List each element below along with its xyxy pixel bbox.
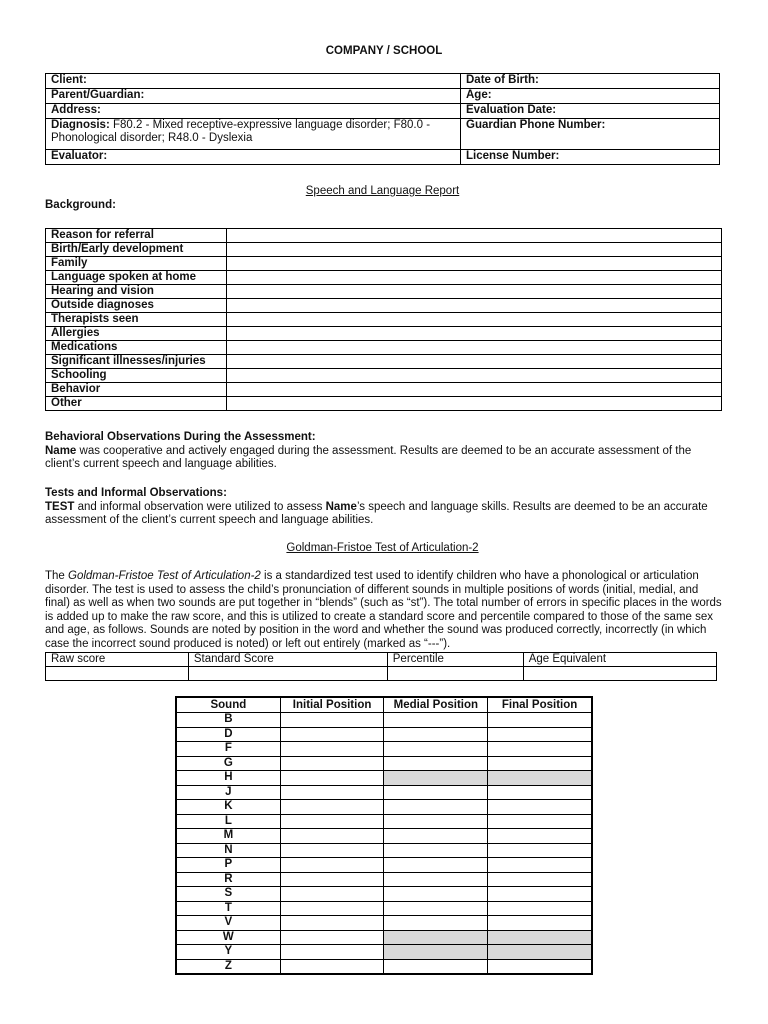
background-row: [46, 369, 722, 383]
sound-letter: Z: [176, 959, 280, 974]
tests-text: TEST and informal observation were utilized to assess Name’s speech and language skills. Results are deemed to be an accurate assessment of the client’s current speech and language abilities.: [45, 500, 708, 526]
medial-position-cell: [384, 727, 488, 742]
background-row-label: Behavior: [46, 383, 227, 397]
initial-position-cell: [280, 872, 384, 887]
background-row: [46, 257, 722, 271]
medial-position-cell: [384, 742, 488, 757]
initial-position-cell: [280, 800, 384, 815]
background-row: [46, 229, 722, 243]
background-row-value: [227, 341, 722, 355]
client-info-table: [45, 73, 720, 165]
initial-position-cell: [280, 843, 384, 858]
initial-position-cell: [280, 742, 384, 757]
sound-row: [176, 930, 592, 945]
sound-row: [176, 916, 592, 931]
medial-position-cell: [384, 901, 488, 916]
initial-position-cell: [280, 858, 384, 873]
background-row: [46, 271, 722, 285]
final-position-cell: [488, 872, 592, 887]
sound-letter: P: [176, 858, 280, 873]
client-label: Client:: [51, 74, 87, 86]
medial-position-cell: [384, 887, 488, 902]
sound-row: [176, 945, 592, 960]
sound-row: [176, 872, 592, 887]
initial-position-cell: [280, 829, 384, 844]
background-label: Background:: [45, 199, 116, 211]
background-row-value: [227, 313, 722, 327]
company-title: COMPANY / SCHOOL: [325, 45, 443, 57]
sound-letter: D: [176, 727, 280, 742]
background-row-value: [227, 355, 722, 369]
final-position-cell: [488, 800, 592, 815]
background-row-label: Language spoken at home: [46, 271, 227, 285]
sound-row: [176, 959, 592, 974]
background-row-label: Allergies: [46, 327, 227, 341]
background-row-label: Therapists seen: [46, 313, 227, 327]
initial-position-header: Initial Position: [280, 697, 384, 713]
background-row-value: [227, 369, 722, 383]
initial-position-cell: [280, 814, 384, 829]
final-position-cell: [488, 901, 592, 916]
address-label: Address:: [51, 104, 101, 116]
medial-position-cell: [384, 945, 488, 960]
background-row-value: [227, 327, 722, 341]
sound-row: [176, 785, 592, 800]
sound-letter: G: [176, 756, 280, 771]
initial-position-cell: [280, 771, 384, 786]
sound-letter: J: [176, 785, 280, 800]
behavioral-heading: Behavioral Observations During the Assessment:: [45, 431, 316, 443]
sound-letter: K: [176, 800, 280, 815]
medial-position-cell: [384, 930, 488, 945]
background-row-value: [227, 397, 722, 411]
sound-row: [176, 858, 592, 873]
background-row-value: [227, 383, 722, 397]
medial-position-cell: [384, 843, 488, 858]
medial-position-cell: [384, 771, 488, 786]
background-table: [45, 228, 722, 411]
sound-letter: H: [176, 771, 280, 786]
background-row-value: [227, 229, 722, 243]
sound-letter: B: [176, 713, 280, 728]
background-row-value: [227, 257, 722, 271]
initial-position-cell: [280, 959, 384, 974]
behavioral-text: Name was cooperative and actively engaged during the assessment. Results are deemed to be an accurate assessment of the client’s current speech and language abilities.: [45, 444, 692, 470]
age-label: Age:: [466, 89, 492, 101]
raw-score-header: Raw score: [46, 653, 189, 667]
scores-table: [45, 652, 717, 681]
initial-position-cell: [280, 916, 384, 931]
background-row-label: Significant illnesses/injuries: [46, 355, 227, 369]
sound-letter: R: [176, 872, 280, 887]
final-position-cell: [488, 742, 592, 757]
initial-position-cell: [280, 930, 384, 945]
background-row: [46, 243, 722, 257]
medial-position-header: Medial Position: [384, 697, 488, 713]
medial-position-cell: [384, 800, 488, 815]
sound-row: [176, 800, 592, 815]
final-position-cell: [488, 843, 592, 858]
medial-position-cell: [384, 756, 488, 771]
diagnosis-text: F80.2 - Mixed receptive-expressive language disorder; F80.0 - Phonological disorder; R48.0 - Dyslexia: [51, 119, 431, 144]
medial-position-cell: [384, 829, 488, 844]
initial-position-cell: [280, 756, 384, 771]
background-row-label: Outside diagnoses: [46, 299, 227, 313]
background-row-label: Medications: [46, 341, 227, 355]
behavioral-section: [45, 431, 720, 472]
medial-position-cell: [384, 959, 488, 974]
background-row-label: Family: [46, 257, 227, 271]
initial-position-cell: [280, 713, 384, 728]
final-position-cell: [488, 756, 592, 771]
final-position-cell: [488, 945, 592, 960]
guardian-phone-label: Guardian Phone Number:: [466, 119, 606, 131]
sound-row: [176, 756, 592, 771]
background-row-label: Other: [46, 397, 227, 411]
sound-letter: S: [176, 887, 280, 902]
sound-row: [176, 727, 592, 742]
background-row-label: Reason for referral: [46, 229, 227, 243]
sound-row: [176, 887, 592, 902]
sound-letter: F: [176, 742, 280, 757]
medial-position-cell: [384, 872, 488, 887]
final-position-cell: [488, 930, 592, 945]
final-position-cell: [488, 713, 592, 728]
sound-letter: T: [176, 901, 280, 916]
initial-position-cell: [280, 887, 384, 902]
standard-score-header: Standard Score: [188, 653, 387, 667]
final-position-cell: [488, 814, 592, 829]
license-label: License Number:: [466, 150, 560, 162]
background-row: [46, 397, 722, 411]
sound-row: [176, 771, 592, 786]
sound-row: [176, 843, 592, 858]
initial-position-cell: [280, 785, 384, 800]
sound-position-table: [175, 696, 593, 975]
background-row: [46, 299, 722, 313]
final-position-cell: [488, 887, 592, 902]
dob-label: Date of Birth:: [466, 74, 539, 86]
final-position-cell: [488, 727, 592, 742]
sound-row: [176, 742, 592, 757]
initial-position-cell: [280, 945, 384, 960]
eval-date-label: Evaluation Date:: [466, 104, 557, 116]
medial-position-cell: [384, 814, 488, 829]
sound-row: [176, 901, 592, 916]
sound-letter: W: [176, 930, 280, 945]
final-position-cell: [488, 785, 592, 800]
background-row-value: [227, 243, 722, 257]
final-position-cell: [488, 916, 592, 931]
sound-header: Sound: [176, 697, 280, 713]
background-row: [46, 383, 722, 397]
gfta-description: The Goldman-Fristoe Test of Articulation-2 is a standardized test used to identify children who have a phonological or articulation disorder. The test is used to assess the child’s pronunciation of different sounds in multiple positions of words (initial, medial, and final) as well as when two sounds are put together in “blends” (such as “st”). The total number of errors in specific places in the words is added up to make the raw score, and this is utilized to create a standard score and percentile compared to those of the same sex and age, as follows. Sounds are noted by position in the word and whether the sound was produced correctly, incorrectly (in which case the incorrect sound produced is noted) or left out entirely (marked as “---”).: [45, 570, 722, 650]
final-position-cell: [488, 959, 592, 974]
sound-letter: V: [176, 916, 280, 931]
background-row-value: [227, 271, 722, 285]
sound-row: [176, 713, 592, 728]
initial-position-cell: [280, 901, 384, 916]
report-title: Speech and Language Report: [305, 185, 460, 197]
sound-row: [176, 829, 592, 844]
percentile-header: Percentile: [387, 653, 523, 667]
medial-position-cell: [384, 785, 488, 800]
background-row: [46, 355, 722, 369]
initial-position-cell: [280, 727, 384, 742]
sound-row: [176, 814, 592, 829]
final-position-cell: [488, 771, 592, 786]
final-position-cell: [488, 829, 592, 844]
evaluator-label: Evaluator:: [51, 150, 108, 162]
parent-label: Parent/Guardian:: [51, 89, 145, 101]
background-row-value: [227, 299, 722, 313]
final-position-cell: [488, 858, 592, 873]
diagnosis-label: Diagnosis:: [51, 119, 110, 131]
sound-letter: M: [176, 829, 280, 844]
sound-letter: Y: [176, 945, 280, 960]
background-row-label: Hearing and vision: [46, 285, 227, 299]
background-row-label: Schooling: [46, 369, 227, 383]
medial-position-cell: [384, 713, 488, 728]
medial-position-cell: [384, 916, 488, 931]
final-position-header: Final Position: [488, 697, 592, 713]
background-row-label: Birth/Early development: [46, 243, 227, 257]
gfta-title: Goldman-Fristoe Test of Articulation-2: [286, 542, 479, 554]
background-row: [46, 313, 722, 327]
background-row: [46, 341, 722, 355]
tests-heading: Tests and Informal Observations:: [45, 487, 227, 499]
age-equivalent-header: Age Equivalent: [523, 653, 716, 667]
sound-letter: N: [176, 843, 280, 858]
background-row-value: [227, 285, 722, 299]
background-row: [46, 327, 722, 341]
background-row: [46, 285, 722, 299]
medial-position-cell: [384, 858, 488, 873]
tests-section: [45, 487, 720, 528]
sound-letter: L: [176, 814, 280, 829]
